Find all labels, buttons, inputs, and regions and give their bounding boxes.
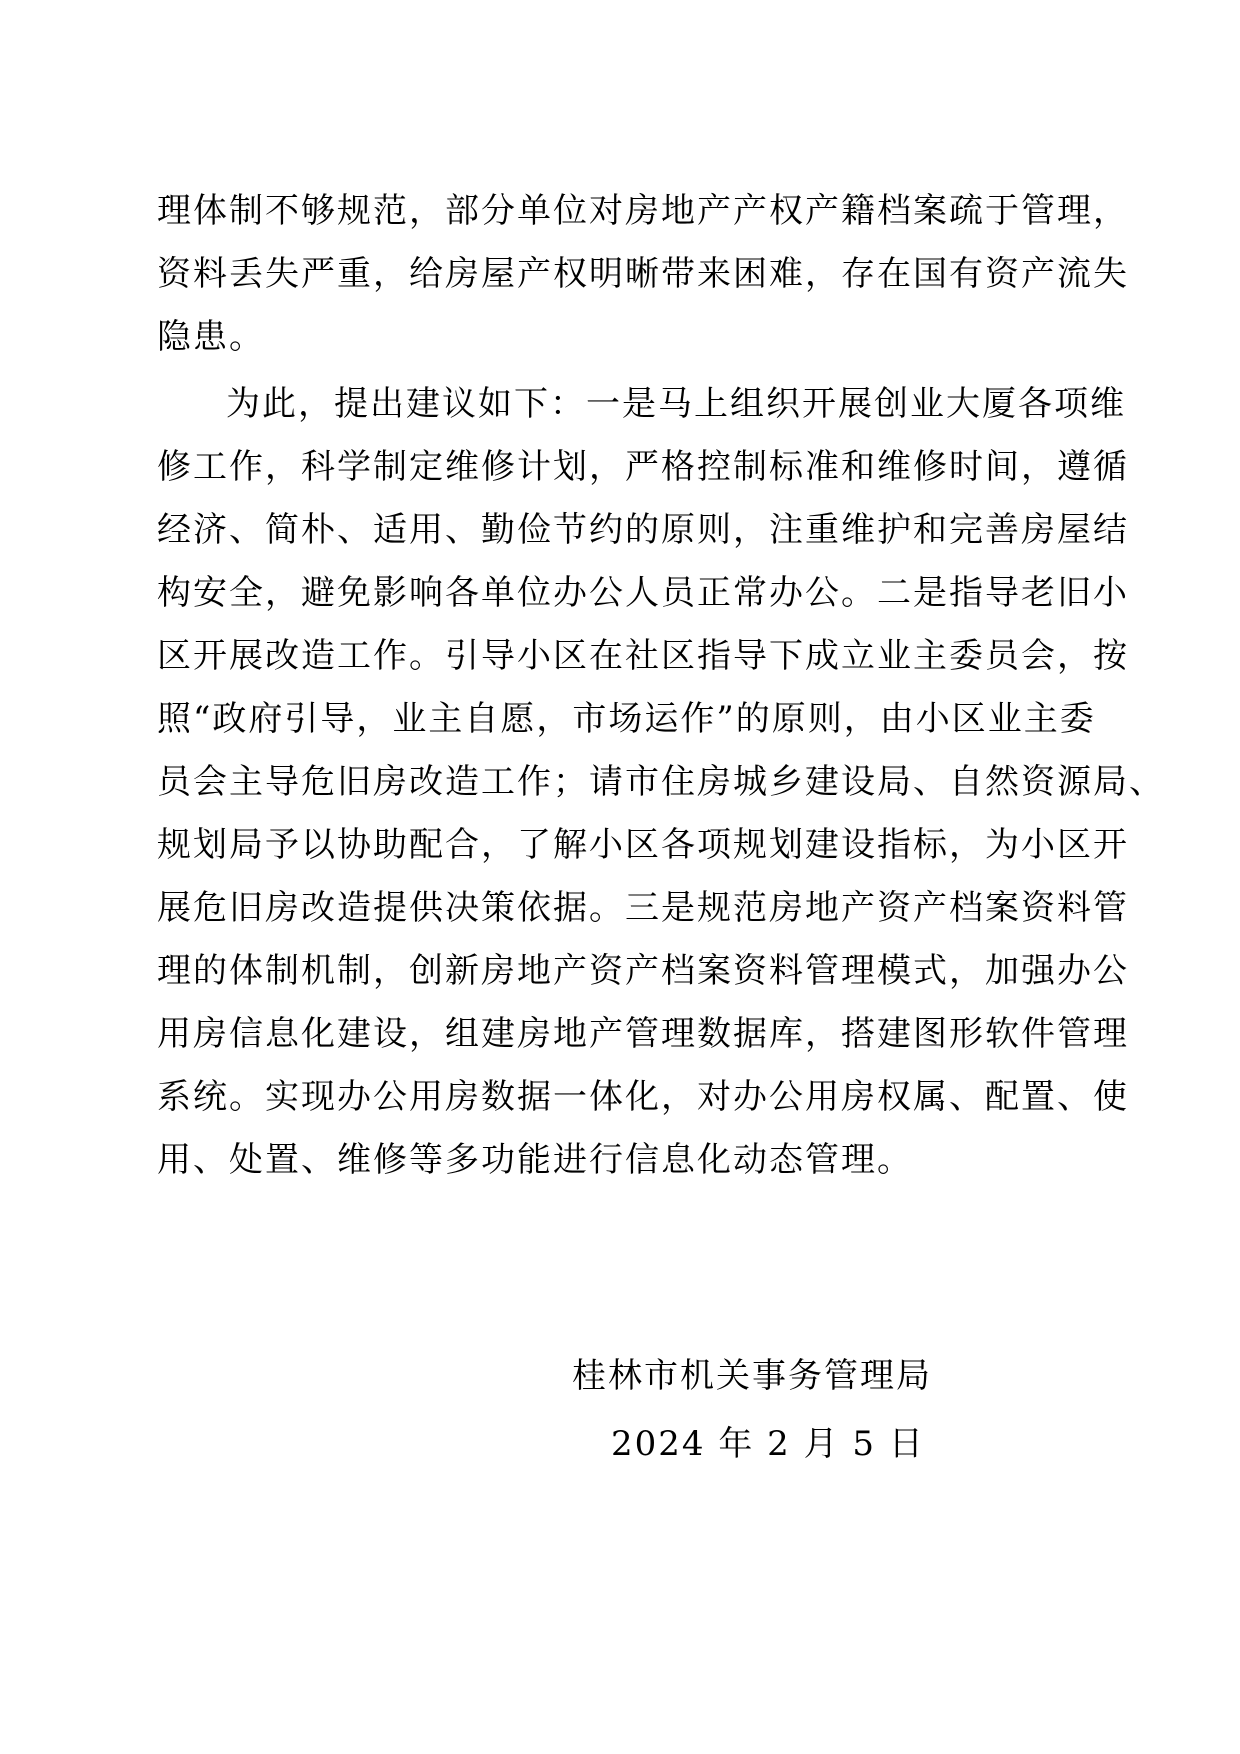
text-line: 规划局予以协助配合，了解小区各项规划建设指标，为小区开 bbox=[157, 825, 1129, 865]
text-line: 系统。实现办公用房数据一体化，对办公用房权属、配置、使 bbox=[157, 1077, 1129, 1117]
text-line: 区开展改造工作。引导小区在社区指导下成立业主委员会，按 bbox=[157, 636, 1129, 676]
text-line: 理体制不够规范，部分单位对房地产产权产籍档案疏于管理， bbox=[157, 191, 1129, 231]
text-line: 构安全，避免影响各单位办公人员正常办公。二是指导老旧小 bbox=[157, 573, 1129, 613]
paragraph-1 bbox=[157, 180, 1129, 369]
paragraph-2 bbox=[157, 373, 1165, 1192]
text-line: 资料丢失严重，给房屋产权明晰带来困难，存在国有资产流失 bbox=[157, 254, 1129, 294]
text-line: 用房信息化建设，组建房地产管理数据库，搭建图形软件管理 bbox=[157, 1014, 1129, 1054]
text-line: 员会主导危旧房改造工作；请市住房城乡建设局、自然资源局、 bbox=[157, 762, 1165, 802]
text-line: 理的体制机制，创新房地产资产档案资料管理模式，加强办公 bbox=[157, 951, 1129, 991]
text-line: 展危旧房改造提供决策依据。三是规范房地产资产档案资料管 bbox=[157, 888, 1129, 928]
signature-date: 2024 年 2 月 5 日 bbox=[611, 1424, 925, 1464]
signature-organization: 桂林市机关事务管理局 bbox=[572, 1356, 932, 1396]
document-body bbox=[157, 180, 1165, 1192]
text-line: 用、处置、维修等多功能进行信息化动态管理。 bbox=[157, 1140, 913, 1180]
text-line: 照“政府引导，业主自愿，市场运作”的原则，由小区业主委 bbox=[157, 699, 1096, 739]
text-line: 修工作，科学制定维修计划，严格控制标准和维修时间，遵循 bbox=[157, 447, 1129, 487]
text-line: 隐患。 bbox=[157, 317, 265, 357]
text-line: 为此，提出建议如下：一是马上组织开展创业大厦各项维 bbox=[226, 384, 1126, 424]
text-line: 经济、简朴、适用、勤俭节约的原则，注重维护和完善房屋结 bbox=[157, 510, 1129, 550]
